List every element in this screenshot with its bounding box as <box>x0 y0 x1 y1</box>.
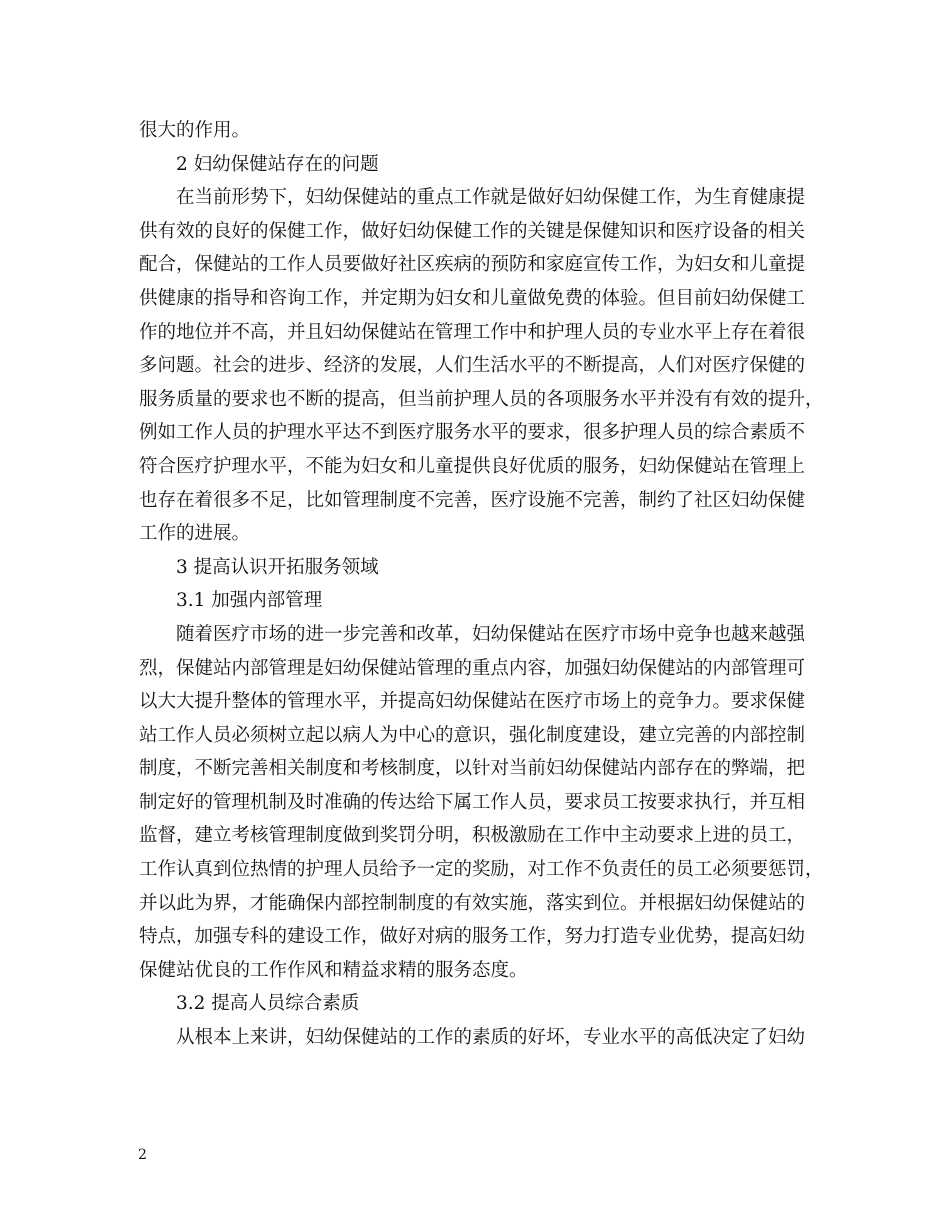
text-line: 特点，加强专科的建设工作，做好对病的服务工作，努力打造专业优势，提高妇幼 <box>139 926 806 948</box>
text-line: 供有效的良好的保健工作，做好妇幼保健工作的关键是保健知识和医疗设备的相关 <box>139 220 806 242</box>
paragraph-start-line: 随着医疗市场的进一步完善和改革，妇幼保健站在医疗市场中竞争也越来越强 <box>176 623 806 645</box>
paragraph-start-line: 在当前形势下，妇幼保健站的重点工作就是做好妇幼保健工作，为生育健康提 <box>176 187 806 209</box>
text-line: 工作认真到位热情的护理人员给予一定的奖励，对工作不负责任的员工必须要惩罚， <box>139 859 824 881</box>
text-line: 例如工作人员的护理水平达不到医疗服务水平的要求，很多护理人员的综合素质不 <box>139 422 806 444</box>
text-line: 工作的进展。 <box>139 523 251 545</box>
text-line: 保健站优良的工作作风和精益求精的服务态度。 <box>139 959 528 981</box>
text-line: 供健康的指导和咨询工作，并定期为妇女和儿童做免费的体验。但目前妇幼保健工 <box>139 287 806 309</box>
text-line: 制度，不断完善相关制度和考核制度，以针对当前妇幼保健站内部存在的弊端，把 <box>139 758 806 780</box>
text-line: 监督，建立考核管理制度做到奖罚分明，积极激励在工作中主动要求上进的员工， <box>139 825 806 847</box>
text-line: 以大大提升整体的管理水平，并提高妇幼保健站在医疗市场上的竞争力。要求保健 <box>139 691 806 713</box>
paragraph-start-line: 3.2 提高人员综合素质 <box>176 993 360 1015</box>
text-line: 符合医疗护理水平，不能为妇女和儿童提供良好优质的服务，妇幼保健站在管理上 <box>139 455 806 477</box>
text-line: 并以此为界，才能确保内部控制制度的有效实施，落实到位。并根据妇幼保健站的 <box>139 892 806 914</box>
text-line: 服务质量的要求也不断的提高，但当前护理人员的各项服务水平并没有有效的提升， <box>139 388 824 410</box>
paragraph-start-line: 3 提高认识开拓服务领域 <box>176 556 379 578</box>
paragraph-start-line: 3.1 加强内部管理 <box>176 590 323 612</box>
text-line: 也存在着很多不足，比如管理制度不完善，医疗设施不完善，制约了社区妇幼保健 <box>139 489 806 511</box>
text-line: 多问题。社会的进步、经济的发展，人们生活水平的不断提高，人们对医疗保健的 <box>139 355 806 377</box>
text-line: 制定好的管理机制及时准确的传达给下属工作人员，要求员工按要求执行，并互相 <box>139 791 806 813</box>
text-line: 站工作人员必须树立起以病人为中心的意识，强化制度建设，建立完善的内部控制 <box>139 724 806 746</box>
paragraph-start-line: 从根本上来讲，妇幼保健站的工作的素质的好坏，专业水平的高低决定了妇幼 <box>176 1027 806 1049</box>
text-line: 作的地位并不高，并且妇幼保健站在管理工作中和护理人员的专业水平上存在着很 <box>139 321 806 343</box>
text-line: 很大的作用。 <box>139 120 251 141</box>
document-body <box>139 114 829 1055</box>
text-line: 配合，保健站的工作人员要做好社区疾病的预防和家庭宣传工作，为妇女和儿童提 <box>139 254 806 276</box>
text-line: 烈，保健站内部管理是妇幼保健站管理的重点内容，加强妇幼保健站的内部管理可 <box>139 657 806 679</box>
paragraph-start-line: 2 妇幼保健站存在的问题 <box>176 153 379 175</box>
page-number: 2 <box>138 1147 147 1163</box>
